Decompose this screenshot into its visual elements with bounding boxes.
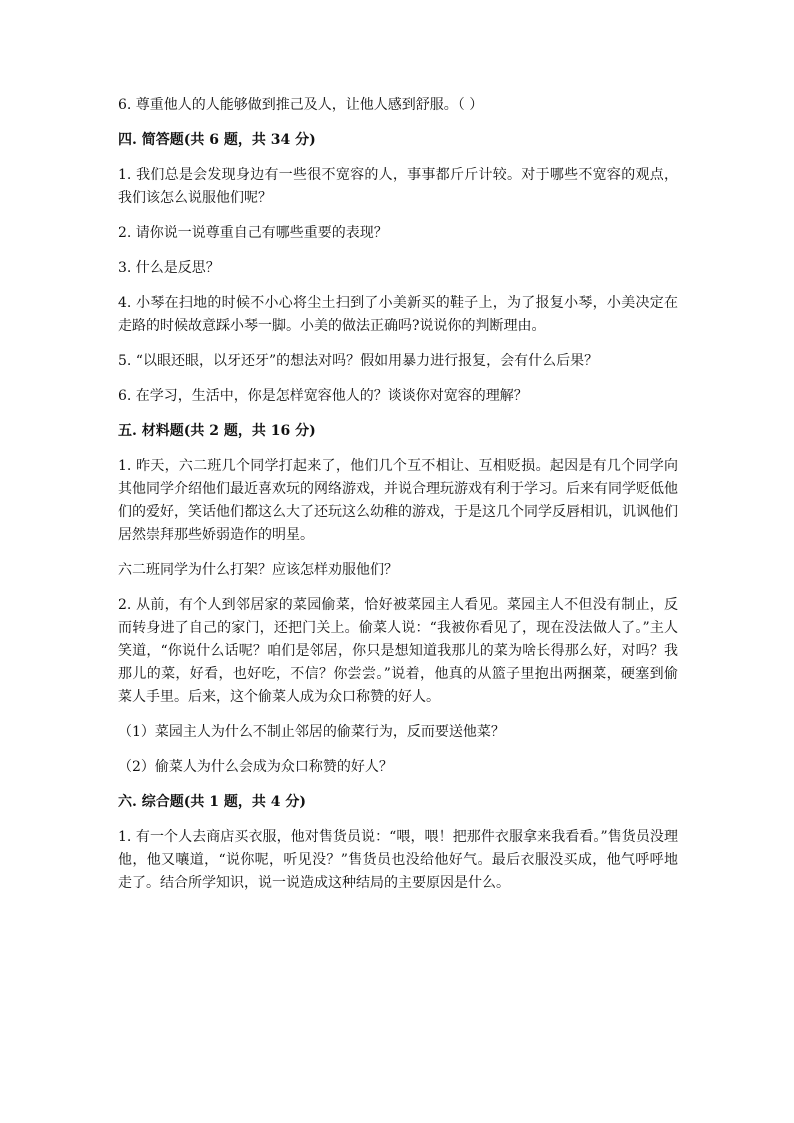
short-answer-question-2: 2. 请你说一说尊重自己有哪些重要的表现？ [118,225,388,241]
material-question-2-part-2: （2）偷菜人为什么会成为众口称赞的好人？ [118,759,393,775]
section-heading-material: 五. 材料题(共 2 题，共 16 分) [118,423,316,439]
true-false-item-6: 6. 尊重他人的人能够做到推己及人，让他人感到舒服。（ ） [118,97,484,113]
section-heading-comprehensive: 六. 综合题(共 1 题，共 4 分) [118,794,306,810]
material-question-1-prompt: 六二班同学为什么打架？应该怎样劝服他们？ [118,562,398,578]
short-answer-question-4: 4. 小琴在扫地的时候不小心将尘土扫到了小美新买的鞋子上，为了报复小琴，小美决定在走路的时候故意踩小琴一脚。小美的做法正确吗?说说你的判断理由。 [118,295,678,334]
material-question-1: 1. 昨天，六二班几个同学打起来了，他们几个互不相让、互相贬损。起因是有几个同学向其他同学介绍他们最近喜欢玩的网络游戏，并说合理玩游戏有利于学习。后来有同学贬低他们的爱好，笑话他们都这么大了还玩这么幼稚的游戏，于是这几个同学反唇相讥，讥讽他们居然崇拜那些娇弱造作的明星。 [118,458,678,543]
short-answer-question-1: 1. 我们总是会发现身边有一些很不宽容的人，事事都斤斤计较。对于哪些不宽容的观点，我们该怎么说服他们呢？ [118,167,678,206]
short-answer-question-5: 5. “以眼还眼，以牙还牙”的想法对吗？假如用暴力进行报复，会有什么后果？ [118,353,599,369]
section-heading-short-answer: 四. 简答题(共 6 题，共 34 分) [118,132,316,148]
material-question-2-part-1: （1）菜园主人为什么不制止邻居的偷菜行为，反而要送他菜？ [118,724,505,740]
short-answer-question-6: 6. 在学习，生活中，你是怎样宽容他人的？谈谈你对宽容的理解？ [118,388,528,404]
document-page [118,94,678,907]
material-question-2: 2. 从前，有个人到邻居家的菜园偷菜，恰好被菜园主人看见。菜园主人不但没有制止，反而转身进了自己的家门，还把门关上。偷菜人说：“我被你看见了，现在没法做人了。”主人笑道，“你说什么话呢？咱们是邻居，你只是想知道我那儿的菜为啥长得那么好，对吗？我那儿的菜，好看，也好吃，不信？你尝尝。”说着，他真的从篮子里抱出两捆菜，硬塞到偷菜人手里。后来，这个偷菜人成为众口称赞的好人。 [118,597,678,705]
short-answer-question-3: 3. 什么是反思？ [118,260,220,276]
comprehensive-question-1: 1. 有一个人去商店买衣服，他对售货员说：“喂，喂！把那件衣服拿来我看看。”售货员没理他，他又嚷道，“说你呢，听见没？”售货员也没给他好气。最后衣服没买成，他气呼呼地走了。结合所学知识，说一说造成这种结局的主要原因是什么。 [118,829,678,891]
